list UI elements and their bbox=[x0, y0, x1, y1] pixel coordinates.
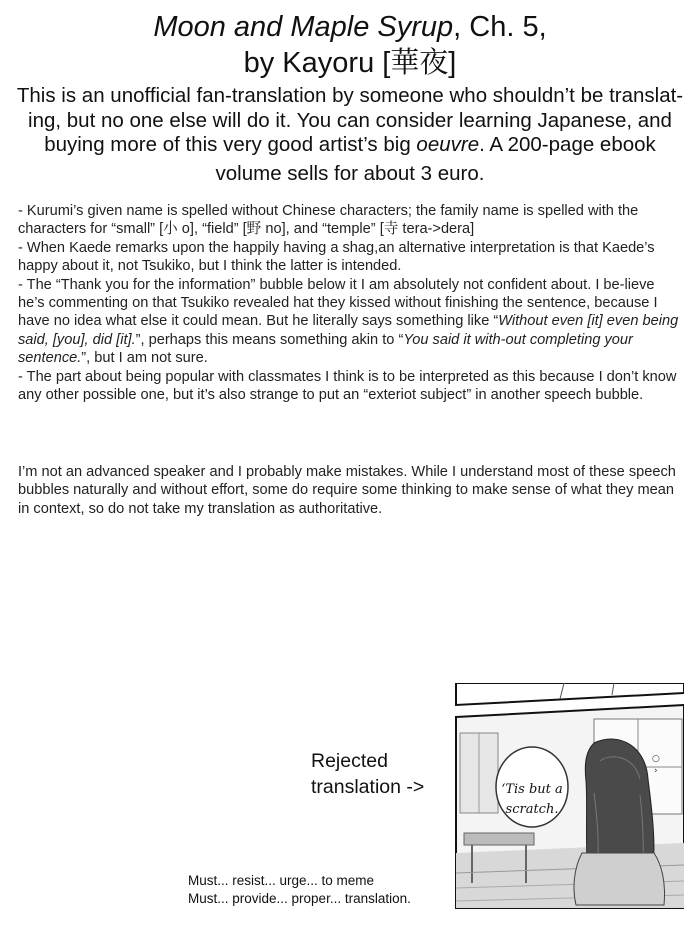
svg-text:›: › bbox=[654, 766, 658, 776]
note-2: - When Kaede remarks upon the happily having a shag,an alternative interpretation is that Kaede’s happy about it, not Tsukiko, but I think the latter is intended. bbox=[18, 239, 655, 275]
title-manga-name: Moon and Maple Syrup bbox=[153, 11, 454, 43]
rejected-line-2: translation -> bbox=[311, 776, 425, 798]
note-1: - Kurumi’s given name is spelled without Chinese characters; the family name is spelled with the characters for “small” [小 o], “field” [野 no], and “temple” [寺 tera->dera] bbox=[18, 203, 639, 238]
disclaimer-part-1: This is an unofficial fan-translation by someone who shouldn’t be translat-ing, but no one else will do it. You can consider learning Japanese, and buying more of this very good artist’s big bbox=[16, 84, 684, 156]
note-3-italic-1: Without even [it] even being said, [you], did [it]. bbox=[18, 313, 679, 348]
meme-caption bbox=[188, 872, 411, 908]
title-line-1 bbox=[0, 10, 700, 44]
rejected-line-1: Rejected bbox=[311, 750, 388, 772]
note-3-part-a: - The “Thank you for the information” bubble below it I am absolutely not confident about. I be-lieve he’s commenting on that Tsukiko revealed hat they kissed without finishing the sentence, because I have no idea what else it could mean. But he literally says something like “ bbox=[18, 276, 658, 330]
note-3 bbox=[18, 276, 682, 368]
speech-bubble-line-2: scratch. bbox=[505, 802, 559, 817]
disclaimer-part-2: . A 200-page ebook bbox=[479, 133, 656, 156]
manga-main-panel bbox=[456, 705, 684, 908]
note-3-italic-2: You said it with-out completing your sentence. bbox=[18, 331, 633, 367]
svg-text:○: ○ bbox=[652, 754, 660, 764]
disclaimer-oeuvre: oeuvre bbox=[416, 133, 480, 156]
title-chapter: , Ch. 5, bbox=[453, 11, 547, 43]
note-4: - The part about being popular with classmates I think is to be interpreted as this because I don’t know any other possible one, but it’s also strange to put an “exteriot subject” in another speech bubble. bbox=[18, 368, 677, 404]
disclaimer-price: volume sells for about 3 euro. bbox=[215, 162, 485, 185]
note-3-part-c: ”, but I am not sure. bbox=[81, 350, 208, 367]
speech-bubble-line-1: ‘Tis but a bbox=[501, 782, 563, 797]
rejected-translation-label bbox=[311, 748, 424, 800]
note-3-part-b: ”, perhaps this means something akin to “ bbox=[135, 331, 404, 348]
manga-top-panel bbox=[456, 683, 684, 705]
disclaimer bbox=[10, 84, 690, 158]
meme-line-2: Must... provide... proper... translation. bbox=[188, 891, 411, 906]
manga-panel-image bbox=[444, 683, 684, 913]
translation-notes bbox=[18, 202, 682, 404]
title-line-2: by Kayoru [華夜] bbox=[243, 47, 457, 79]
meme-line-1: Must... resist... urge... to meme bbox=[188, 873, 375, 888]
closing-remark: I’m not an advanced speaker and I probably make mistakes. While I understand most of these speech bubbles naturally and without effort, some do require some thinking to make sense of what they mean in context, so do not take my translation as authoritative. bbox=[18, 464, 676, 517]
